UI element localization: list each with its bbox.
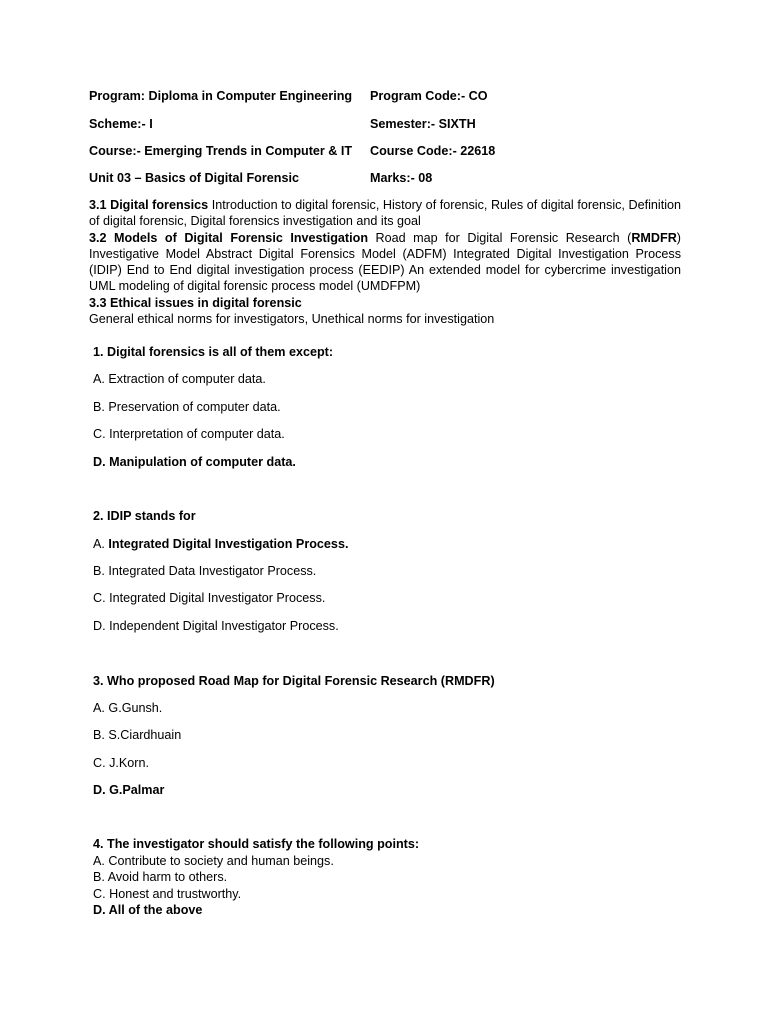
syllabus-section [89, 197, 681, 327]
program-code: Program Code:- CO [370, 89, 488, 103]
unit-title: Unit 03 – Basics of Digital Forensic [89, 171, 299, 185]
header-row-course [89, 142, 709, 160]
q3-option-a: A. G.Gunsh. [93, 701, 163, 715]
syllabus-3-1: 3.1 Digital forensics Introduction to digital forensic, History of forensic, Rules of digital forensic, Definition of digital forensic, Digital forensics investigation and its goal [89, 198, 682, 229]
program-name: Program: Diploma in Computer Engineering [89, 89, 353, 103]
q3-option-b: B. S.Ciardhuain [93, 728, 182, 742]
semester: Semester:- SIXTH [370, 117, 476, 131]
q3-option-d-answer: D. G.Palmar [93, 783, 165, 797]
course-code: Course Code:- 22618 [370, 144, 496, 158]
course-name: Course:- Emerging Trends in Computer & IT [89, 144, 353, 158]
syllabus-3-3-title: 3.3 Ethical issues in digital forensic [89, 295, 302, 310]
header-row-program [89, 87, 709, 105]
q4-option-d-answer: D. All of the above [93, 903, 203, 918]
q2-option-c: C. Integrated Digital Investigator Process. [93, 591, 326, 605]
scheme: Scheme:- I [89, 117, 153, 131]
q4-option-c: C. Honest and trustworthy. [93, 886, 242, 901]
q3-option-c: C. J.Korn. [93, 756, 149, 770]
question-4: 4. The investigator should satisfy the following points: [93, 837, 420, 851]
header-row-scheme [89, 115, 709, 133]
q1-option-a: A. Extraction of computer data. [93, 372, 266, 386]
q4-option-a: A. Contribute to society and human beings. [93, 853, 334, 868]
q1-option-d-answer: D. Manipulation of computer data. [93, 455, 296, 469]
q4-option-b: B. Avoid harm to others. [93, 870, 228, 885]
q2-option-a-answer: Integrated Digital Investigation Process. [108, 537, 349, 551]
question-2: 2. IDIP stands for [93, 509, 196, 523]
q1-option-b: B. Preservation of computer data. [93, 400, 281, 414]
header-row-unit [89, 169, 709, 187]
question-1: 1. Digital forensics is all of them except: [93, 345, 334, 359]
q2-option-a: A. Integrated Digital Investigation Process. [93, 537, 349, 551]
q1-option-c: C. Interpretation of computer data. [93, 427, 285, 441]
syllabus-3-2: 3.2 Models of Digital Forensic Investigation Road map for Digital Forensic Research (RMDFR) Investigative Model Abstract Digital Forensics Model (ADFM) Integrated Digital Investigation Process (IDIP) End to End digital investigation process (EEDIP) An extended model for cybercrime investigation UML modeling of digital forensic process model (UMDFPM) [89, 230, 681, 294]
syllabus-3-3-text: General ethical norms for investigators, Unethical norms for investigation [89, 312, 495, 327]
q2-option-d: D. Independent Digital Investigator Process. [93, 619, 339, 633]
q2-option-b: B. Integrated Data Investigator Process. [93, 564, 317, 578]
marks: Marks:- 08 [370, 171, 433, 185]
question-3: 3. Who proposed Road Map for Digital Forensic Research (RMDFR) [93, 674, 495, 688]
question-4-block [93, 836, 419, 919]
